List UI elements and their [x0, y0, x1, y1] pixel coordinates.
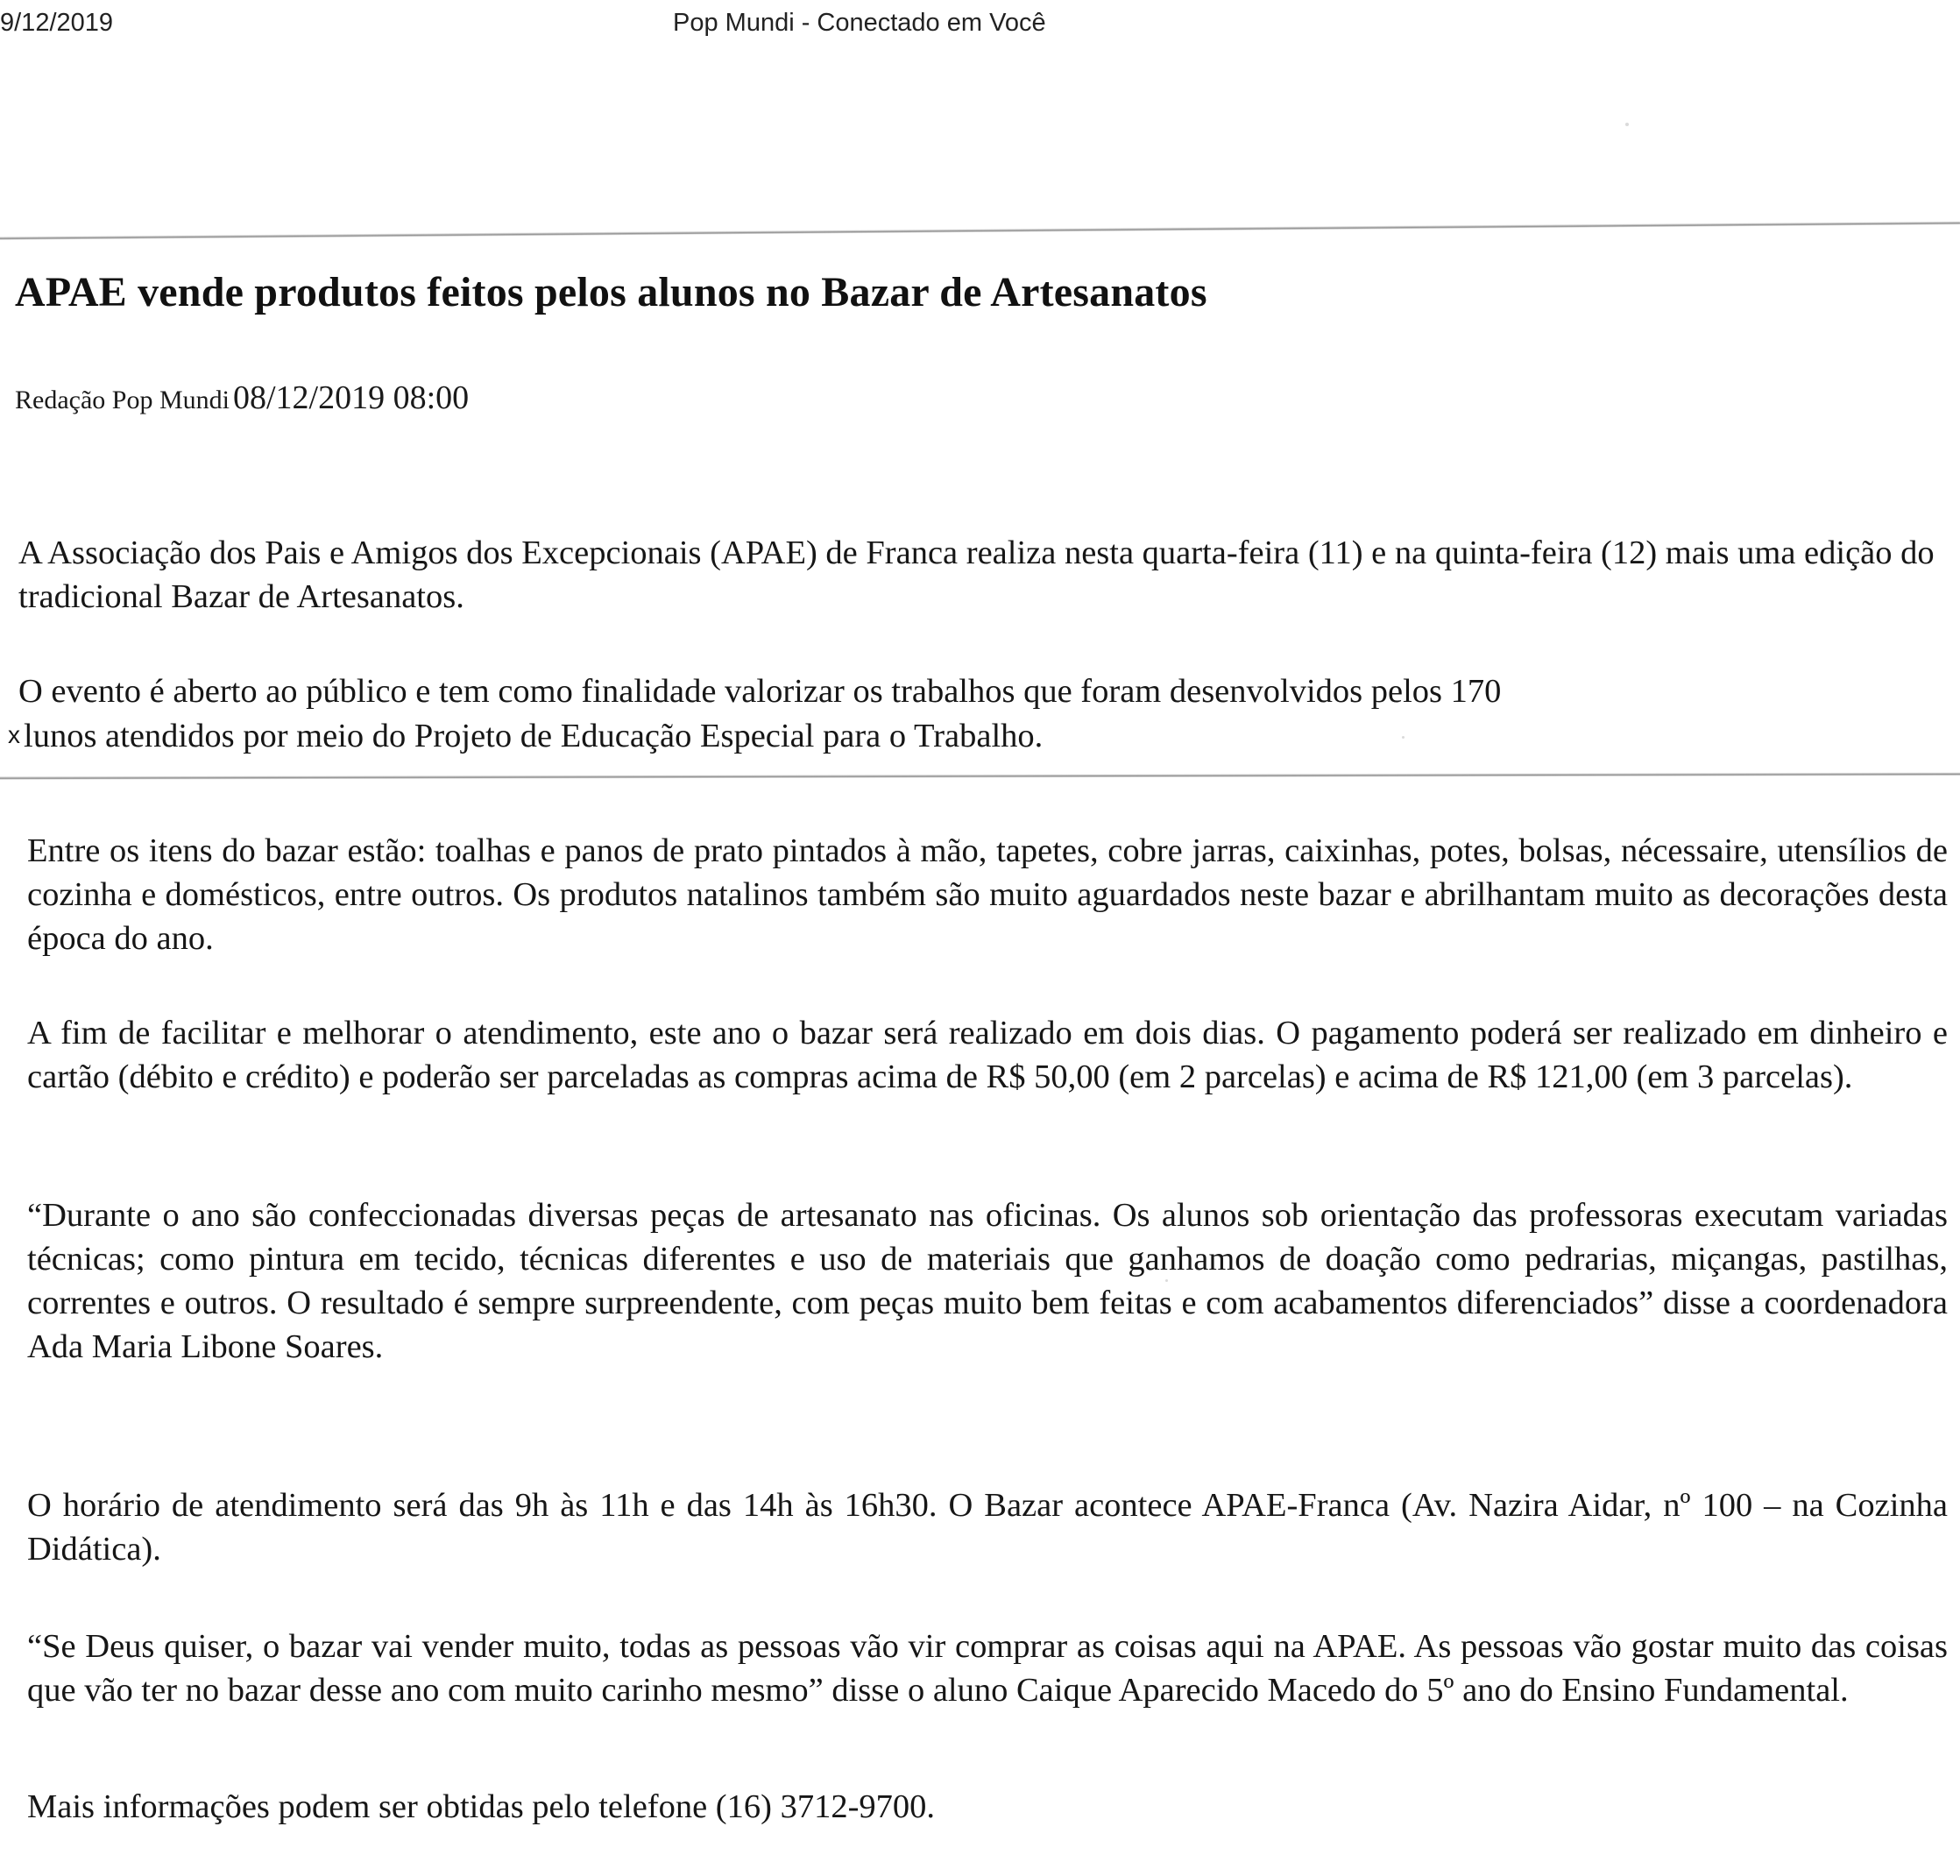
article-paragraph: “Durante o ano são confeccionadas diversas peças de artesanato nas oficinas. Os alunos sob orientação das professoras executam variadas técnicas; como pintura em tecido, técnicas diferentes e uso de materiais que ganhamos de doação como pedrarias, miçangas, pastilhas, correntes e outros. O resultado é sempre surpreendente, com peças muito bem feitas e com acabamentos diferenciados” disse a coordenadora Ada Maria Libone Soares.	[27, 1197, 1948, 1365]
scan-speck	[1165, 1279, 1168, 1282]
article-paragraph	[8, 669, 1942, 758]
article-paragraph: “Se Deus quiser, o bazar vai vender muito, todas as pessoas vão vir comprar as coisas aqui na APAE. As pessoas vão gostar muito das coisas que vão ter no bazar desse ano com muito carinho mesmo” disse o aluno Caique Aparecido Macedo do 5º ano do Ensino Fundamental.	[27, 1628, 1948, 1709]
scan-speck	[1625, 123, 1629, 126]
paper-cut-line	[0, 772, 1960, 780]
article-paragraph: O horário de atendimento será das 9h às 11h e das 14h às 16h30. O Bazar acontece APAE-Franca (Av. Nazira Aidar, nº 100 – na Cozinha Didática).	[27, 1487, 1948, 1568]
article-paragraph: A fim de facilitar e melhorar o atendimento, este ano o bazar será realizado em dois dias. O pagamento poderá ser realizado em dinheiro e cartão (débito e crédito) e poderão ser parceladas as compras acima de R$ 50,00 (em 2 parcelas) e acima de R$ 121,00 (em 3 parcelas).	[27, 1015, 1948, 1095]
paragraph-line-text: lunos atendidos por meio do Projeto de Educação Especial para o Trabalho.	[24, 718, 1044, 754]
byline-author: Redação Pop Mundi	[15, 386, 230, 414]
handwritten-x-mark: x	[8, 721, 20, 748]
article-paragraph: Mais informações podem ser obtidas pelo telefone (16) 3712-9700.	[27, 1788, 936, 1825]
print-date: 9/12/2019	[0, 9, 114, 37]
print-site-title: Pop Mundi - Conectado em Você	[673, 9, 1046, 37]
paragraph-line	[8, 713, 1931, 758]
scan-speck	[1402, 736, 1405, 739]
article-title: APAE vende produtos feitos pelos alunos no Bazar de Artesanatos	[15, 269, 1207, 315]
byline-datetime: 08/12/2019 08:00	[232, 379, 470, 416]
article-byline	[15, 379, 469, 417]
paper-cut-line	[0, 221, 1960, 240]
print-header	[0, 7, 1960, 42]
paragraph-line: O evento é aberto ao público e tem como finalidade valorizar os trabalhos que foram desenvolvidos pelos 170	[18, 673, 1502, 710]
article-paragraph: A Associação dos Pais e Amigos dos Excepcionais (APAE) de Franca realiza nesta quarta-feira (11) e na quinta-feira (12) mais uma edição do tradicional Bazar de Artesanatos.	[18, 534, 1935, 615]
article-paragraph: Entre os itens do bazar estão: toalhas e panos de prato pintados à mão, tapetes, cobre jarras, caixinhas, potes, bolsas, nécessaire, utensílios de cozinha e domésticos, entre outros. Os produtos natalinos também são muito aguardados neste bazar e abrilhantam muito as decorações desta época do ano.	[27, 832, 1948, 957]
